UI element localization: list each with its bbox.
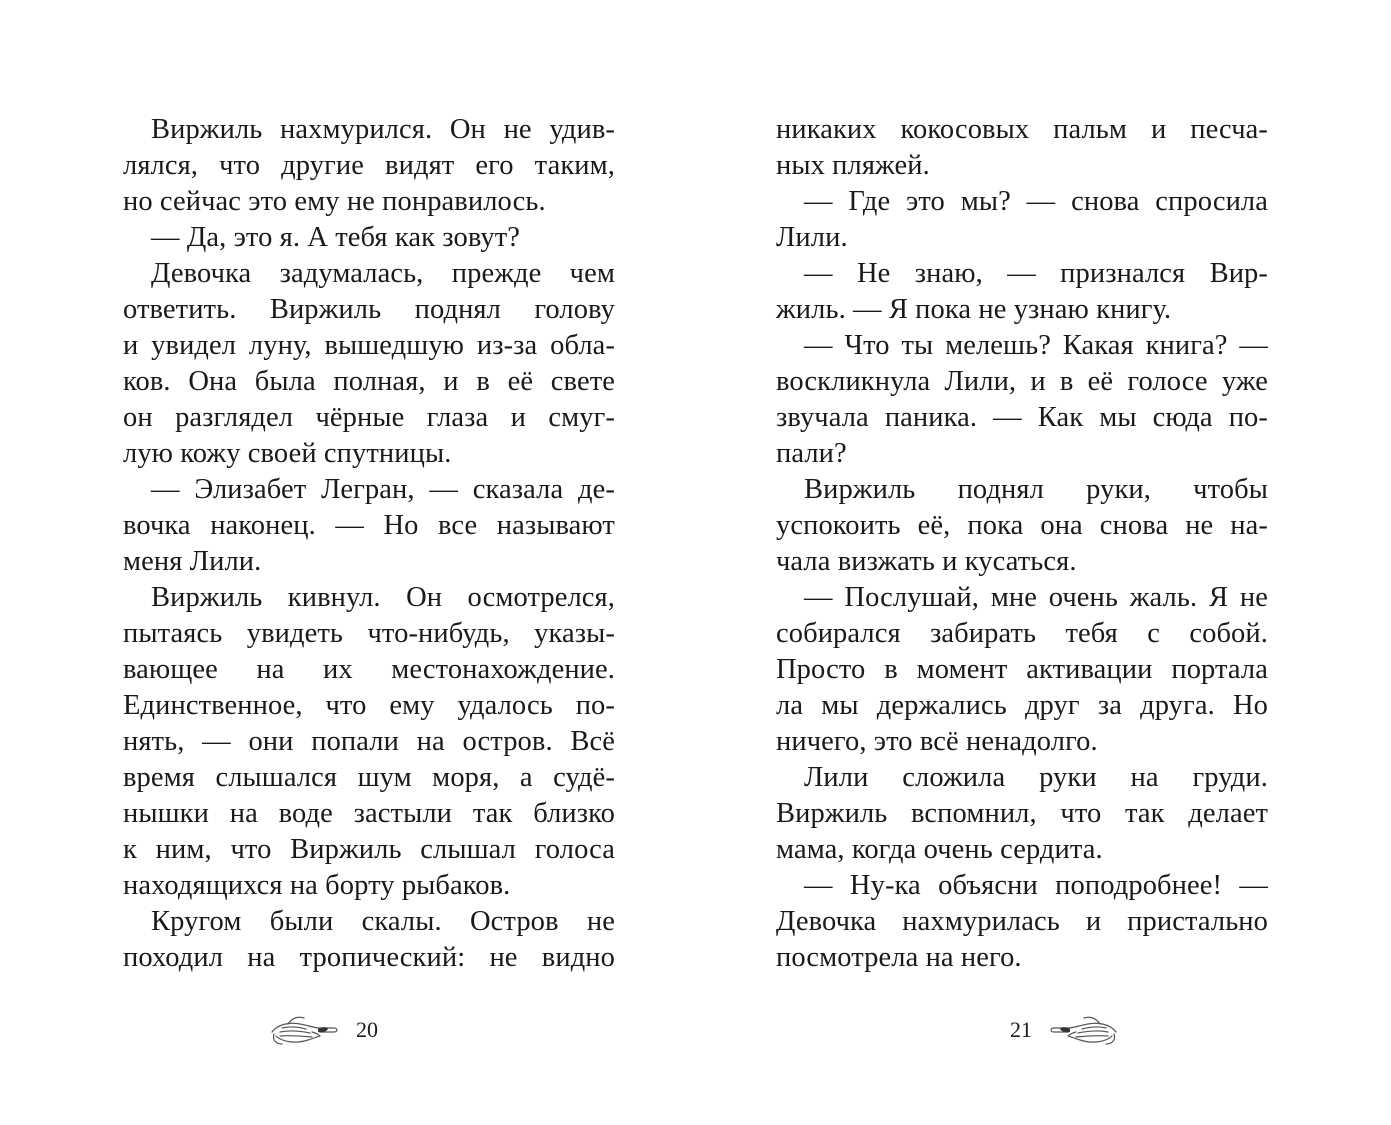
text-line: жиль. — Я пока не узнаю книгу. <box>776 294 1172 325</box>
text-line: лую кожу своей спутницы. <box>123 438 452 469</box>
text-line: но сейчас это ему не понравилось. <box>123 186 546 217</box>
text-line: меня Лили. <box>123 546 262 577</box>
text-line: — Не знаю, — признался Вир- <box>804 258 1268 289</box>
text-line: Девочка нахмурилась и пристально <box>776 906 1268 937</box>
text-line: — Где это мы? — снова спросила <box>804 186 1268 217</box>
text-line: Виржиль вспомнил, что так делает <box>776 798 1268 829</box>
left-page <box>123 112 615 976</box>
text-line: никаких кокосовых пальм и песча- <box>776 114 1268 145</box>
text-line: нять, — они попали на остров. Всё <box>123 726 615 757</box>
text-line: чала визжать и кусаться. <box>776 546 1077 577</box>
text-line: ничего, это всё ненадолго. <box>776 726 1098 757</box>
text-line: Виржиль кивнул. Он осмотрелся, <box>151 582 615 613</box>
text-line: пали? <box>776 438 847 469</box>
text-line: Виржиль поднял руки, чтобы <box>804 474 1268 505</box>
page-number: 21 <box>1010 1017 1032 1042</box>
text-line: — Ну-ка объясни поподробнее! — <box>804 870 1268 901</box>
right-page <box>776 112 1268 976</box>
text-line: Девочка задумалась, прежде чем <box>151 258 615 289</box>
text-line: к ним, что Виржиль слышал голоса <box>123 834 615 865</box>
text-line: посмотрела на него. <box>776 942 1022 973</box>
text-line: Кругом были скалы. Остров не <box>151 906 615 937</box>
text-line: успокоить её, пока она снова не на- <box>776 510 1268 541</box>
text-line: лялся, что другие видят его таким, <box>123 150 615 181</box>
text-line: ков. Она была полная, и в её свете <box>123 366 615 397</box>
text-line: ответить. Виржиль поднял голову <box>123 294 615 325</box>
text-line: нышки на воде застыли так близко <box>123 798 615 829</box>
text-line: собирался забирать тебя с собой. <box>776 618 1268 649</box>
text-line: — Да, это я. А тебя как зовут? <box>151 222 521 253</box>
text-line: — Что ты мелешь? Какая книга? — <box>804 330 1268 361</box>
text-line: Лили. <box>776 222 848 253</box>
text-line: походил на тропический: не видно <box>123 942 615 973</box>
text-line: — Послушай, мне очень жаль. Я не <box>804 582 1268 613</box>
text-line: Виржиль нахмурился. Он не удив- <box>151 114 615 145</box>
text-line: воскликнула Лили, и в её голосе уже <box>776 366 1268 397</box>
page-number: 20 <box>356 1017 378 1042</box>
text-line: находящихся на борту рыбаков. <box>123 870 511 901</box>
text-line: время слышался шум моря, а судё- <box>123 762 615 793</box>
text-line: — Элизабет Легран, — сказала де- <box>151 474 615 505</box>
text-line: он разглядел чёрные глаза и смуг- <box>123 402 615 433</box>
text-line: ных пляжей. <box>776 150 930 181</box>
text-line: Лили сложила руки на груди. <box>804 762 1268 793</box>
text-line: мама, когда очень сердита. <box>776 834 1103 865</box>
text-line: Единственное, что ему удалось по- <box>123 690 615 721</box>
pointing-hand-icon <box>268 1010 342 1050</box>
text-line: Просто в момент активации портала <box>776 654 1268 685</box>
text-line: вочка наконец. — Но все называют <box>123 510 615 541</box>
text-line: пытаясь увидеть что-нибудь, указы- <box>123 618 615 649</box>
left-folio <box>268 1008 378 1052</box>
text-line: ла мы держались друг за друга. Но <box>776 690 1268 721</box>
text-line: звучала паника. — Как мы сюда по- <box>776 402 1268 433</box>
pointing-hand-icon <box>1046 1010 1120 1050</box>
text-line: и увидел луну, вышедшую из-за обла- <box>123 330 615 361</box>
right-folio <box>1010 1008 1120 1052</box>
text-line: вающее на их местонахождение. <box>123 654 615 685</box>
